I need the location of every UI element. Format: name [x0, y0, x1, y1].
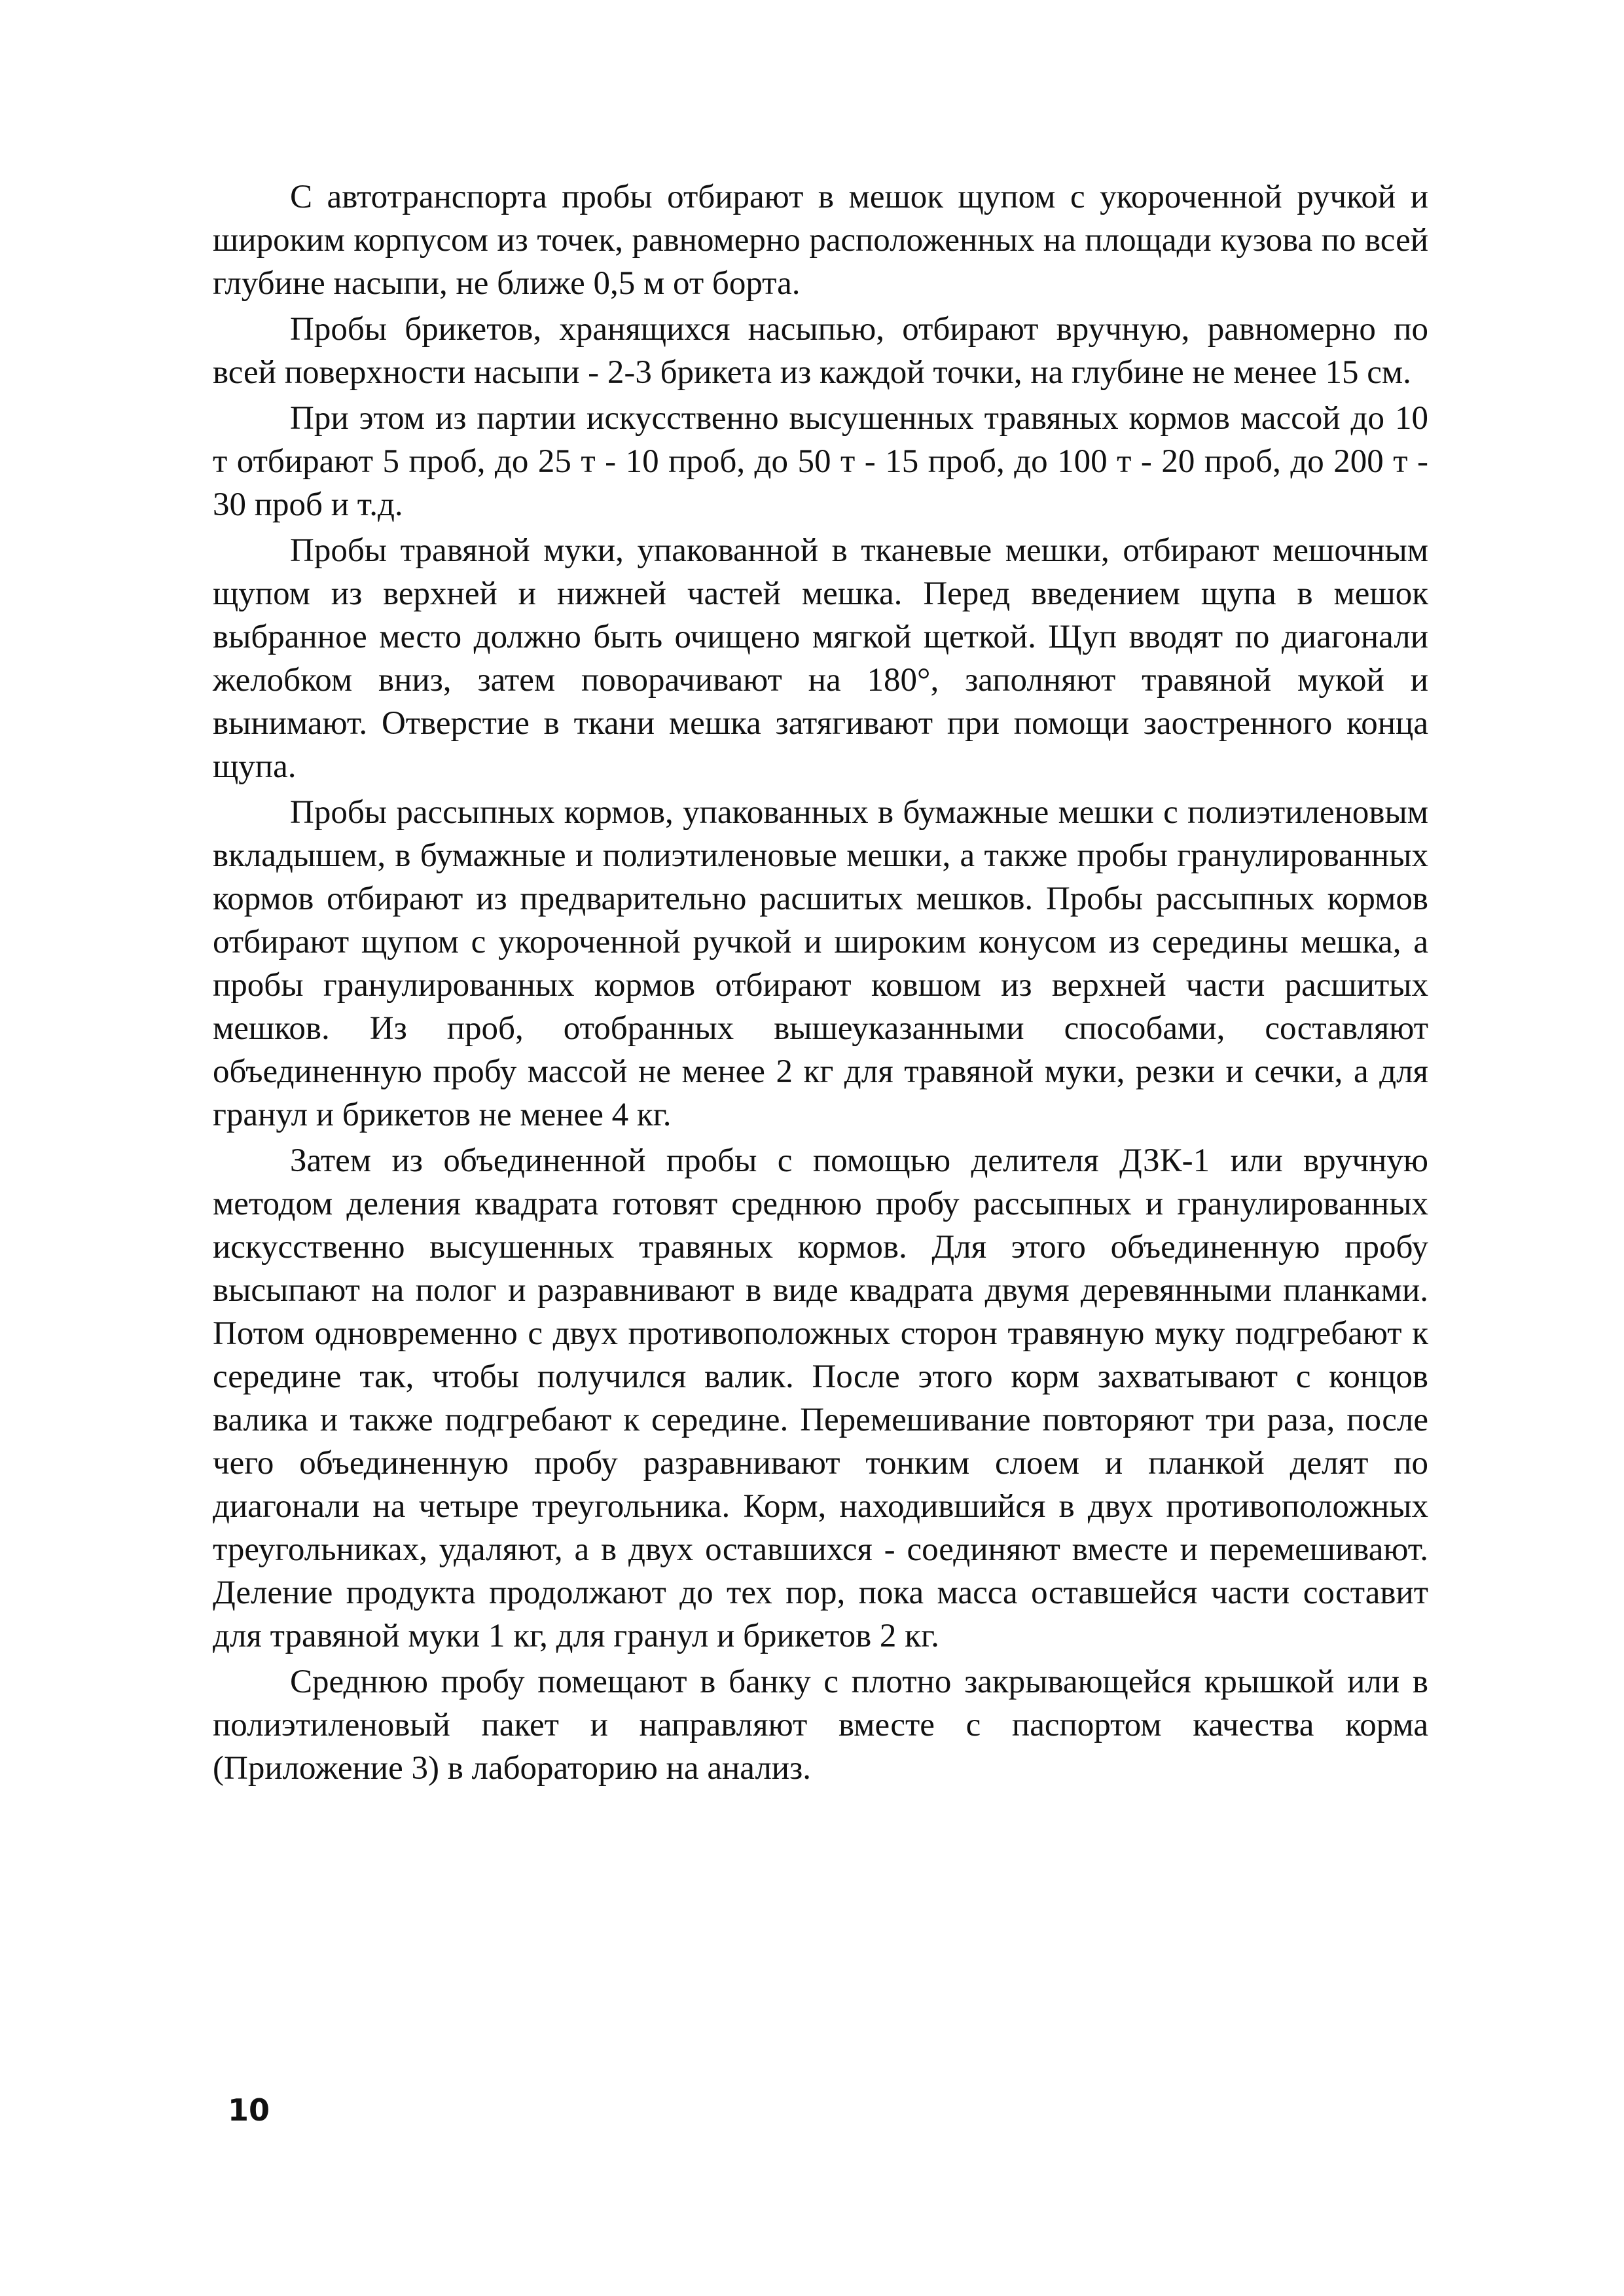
paragraph-grass-meal-sampling: Пробы травяной муки, упакованной в тканевые мешки, отбирают мешочным щупом из верхней и нижней частей мешка. Перед введением щупа в мешок выбранное место должно быть очищено мягкой щеткой. Щуп вводят по диагонали желобком вниз, затем поворачивают на 180°, заполняют травяной мукой и вынимают. Отверстие в ткани мешка затягивают при помощи заостренного конца щупа. [213, 532, 1428, 785]
paragraph-average-sample-preparation: Затем из объединенной пробы с помощью делителя ДЗК-1 или вручную методом деления квадрата готовят среднюю пробу рассыпных и гранулированных искусственно высушенных травяных кормов. Для этого объединенную пробу высыпают на полог и разравнивают в виде квадрата двумя деревянными планками. Потом одновременно с двух противоположных сторон травяную муку подгребают к середине так, чтобы получился валик. После этого корм захватывают с концов валика и также подгребают к середине. Перемешивание повторяют три раза, после чего объединенную пробу разравнивают тонким слоем и планкой делят по диагонали на четыре треугольника. Корм, находившийся в двух противоположных треугольниках, удаляют, а в двух оставшихся - соединяют вместе и перемешивают. Деление продукта продолжают до тех пор, пока масса оставшейся части составит для травяной муки 1 кг, для гранул и брикетов 2 кг. [213, 1142, 1428, 1654]
paragraph-loose-feed-sampling: Пробы рассыпных кормов, упакованных в бумажные мешки с полиэтиленовым вкладышем, в бумажные и полиэтиленовые мешки, а также пробы гранулированных кормов отбирают из предварительно расшитых мешков. Пробы рассыпных кормов отбирают щупом с укороченной ручкой и широким конусом из середины мешка, а пробы гранулированных кормов отбирают ковшом из верхней части расшитых мешков. Из проб, отобранных вышеуказанными способами, составляют объединенную пробу массой не менее 2 кг для травяной муки, резки и сечки, а для гранул и брикетов не менее 4 кг. [213, 794, 1428, 1133]
paragraph-sample-packaging: Среднюю пробу помещают в банку с плотно закрывающейся крышкой или в полиэтиленовый пакет и направляют вместе с паспортом качества корма (Приложение 3) в лабораторию на анализ. [213, 1664, 1428, 1787]
body-text [213, 175, 1428, 1793]
paragraph-briquette-sampling: Пробы брикетов, хранящихся насыпью, отбирают вручную, равномерно по всей поверхности насыпи - 2-3 брикета из каждой точки, на глубине не менее 15 см. [213, 311, 1428, 391]
page-number: 10 [228, 2092, 270, 2128]
paragraph-batch-sample-count: При этом из партии искусственно высушенных травяных кормов массой до 10 т отбирают 5 проб, до 25 т - 10 проб, до 50 т - 15 проб, до 100 т - 20 проб, до 200 т - 30 проб и т.д. [213, 400, 1428, 523]
paragraph-vehicle-sampling: С автотранспорта пробы отбирают в мешок щупом с укороченной ручкой и широким корпусом из точек, равномерно расположенных на площади кузова по всей глубине насыпи, не ближе 0,5 м от борта. [213, 179, 1428, 302]
